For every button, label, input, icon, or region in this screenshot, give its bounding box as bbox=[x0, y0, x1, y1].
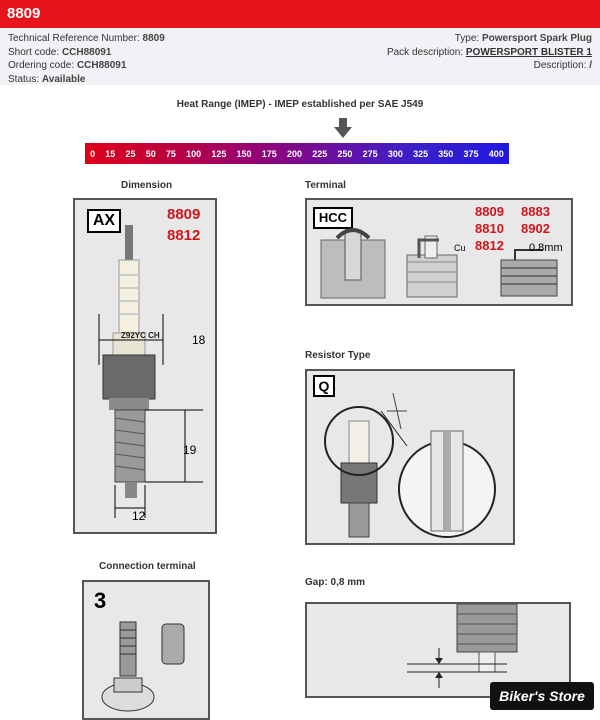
description-row: Description: / bbox=[533, 60, 592, 71]
down-arrow-icon bbox=[334, 118, 352, 138]
heat-value-300: 300 bbox=[387, 148, 403, 159]
heat-value-15: 15 bbox=[105, 148, 116, 159]
terminal-ref-1: 8809 bbox=[475, 204, 504, 219]
resistor-code: Q bbox=[313, 375, 335, 397]
dimension-code: AX bbox=[87, 209, 121, 233]
gap-measure-label: 0.8mm bbox=[529, 242, 563, 254]
heat-value-350: 350 bbox=[438, 148, 454, 159]
resistor-title: Resistor Type bbox=[305, 350, 371, 361]
dimension-ref-2: 8812 bbox=[167, 227, 201, 244]
terminal-title: Terminal bbox=[305, 180, 346, 191]
type-row: Type: Powersport Spark Plug bbox=[454, 33, 592, 44]
connection-title: Connection terminal bbox=[99, 561, 196, 572]
terminal-ref-3: 8810 bbox=[475, 221, 504, 236]
short-code-row: Short code: CCH88091 bbox=[8, 46, 112, 58]
heat-value-200: 200 bbox=[286, 148, 303, 159]
terminal-panel bbox=[305, 198, 573, 306]
heat-value-225: 225 bbox=[312, 148, 328, 159]
terminal-ref-4: 8902 bbox=[521, 221, 550, 236]
ordering-code-row: Ordering code: CCH88091 bbox=[8, 60, 127, 71]
pack-link[interactable]: POWERSPORT BLISTER 1 bbox=[465, 46, 592, 58]
hex-size-label: 18 bbox=[192, 333, 206, 347]
tech-ref-row: Technical Reference Number: 8809 bbox=[8, 33, 165, 44]
gap-title: Gap: 0,8 mm bbox=[305, 577, 366, 588]
terminal-ref-2: 8883 bbox=[521, 204, 550, 219]
info-right bbox=[387, 32, 592, 73]
terminal-ref-5: 8812 bbox=[475, 238, 504, 253]
heat-value-25: 25 bbox=[125, 148, 136, 159]
pack-row: Pack description: POWERSPORT BLISTER 1 bbox=[386, 46, 592, 58]
heat-value-100: 100 bbox=[186, 148, 202, 159]
connection-drawing bbox=[84, 582, 208, 718]
title-bar bbox=[0, 0, 600, 28]
heat-value-275: 275 bbox=[362, 148, 378, 159]
heat-value-250: 250 bbox=[337, 148, 353, 159]
heat-value-0: 0 bbox=[90, 148, 96, 159]
heat-value-75: 75 bbox=[165, 148, 176, 159]
heat-range-bar bbox=[85, 143, 509, 164]
spark-plug-dimension-drawing bbox=[75, 200, 215, 532]
heat-range-title: Heat Range (IMEP) - IMEP established per SAE J549 bbox=[176, 99, 424, 110]
connection-code: 3 bbox=[94, 588, 107, 613]
status-row: Status: Available bbox=[8, 73, 86, 85]
dimension-ref-1: 8809 bbox=[167, 206, 201, 223]
dimension-panel bbox=[73, 198, 217, 534]
thread-diameter-label: 12 bbox=[132, 509, 146, 523]
dimension-title: Dimension bbox=[121, 180, 173, 191]
thread-length-label: 19 bbox=[183, 443, 197, 457]
store-watermark: Biker's Store bbox=[490, 682, 594, 710]
connection-panel bbox=[82, 580, 210, 720]
info-left bbox=[8, 32, 165, 86]
resistor-panel bbox=[305, 369, 515, 545]
product-title: 8809 bbox=[7, 5, 41, 22]
heat-value-175: 175 bbox=[261, 148, 277, 159]
heat-value-125: 125 bbox=[211, 148, 227, 159]
copper-label: Cu bbox=[454, 243, 466, 253]
heat-value-400: 400 bbox=[488, 148, 504, 159]
resistor-drawing bbox=[307, 371, 513, 543]
heat-value-150: 150 bbox=[236, 148, 252, 159]
heat-value-325: 325 bbox=[413, 148, 429, 159]
heat-value-375: 375 bbox=[463, 148, 479, 159]
plug-marking: Z92YC CH bbox=[121, 331, 160, 340]
product-info bbox=[0, 28, 600, 85]
terminal-code: HCC bbox=[313, 207, 353, 229]
heat-value-50: 50 bbox=[145, 148, 156, 159]
